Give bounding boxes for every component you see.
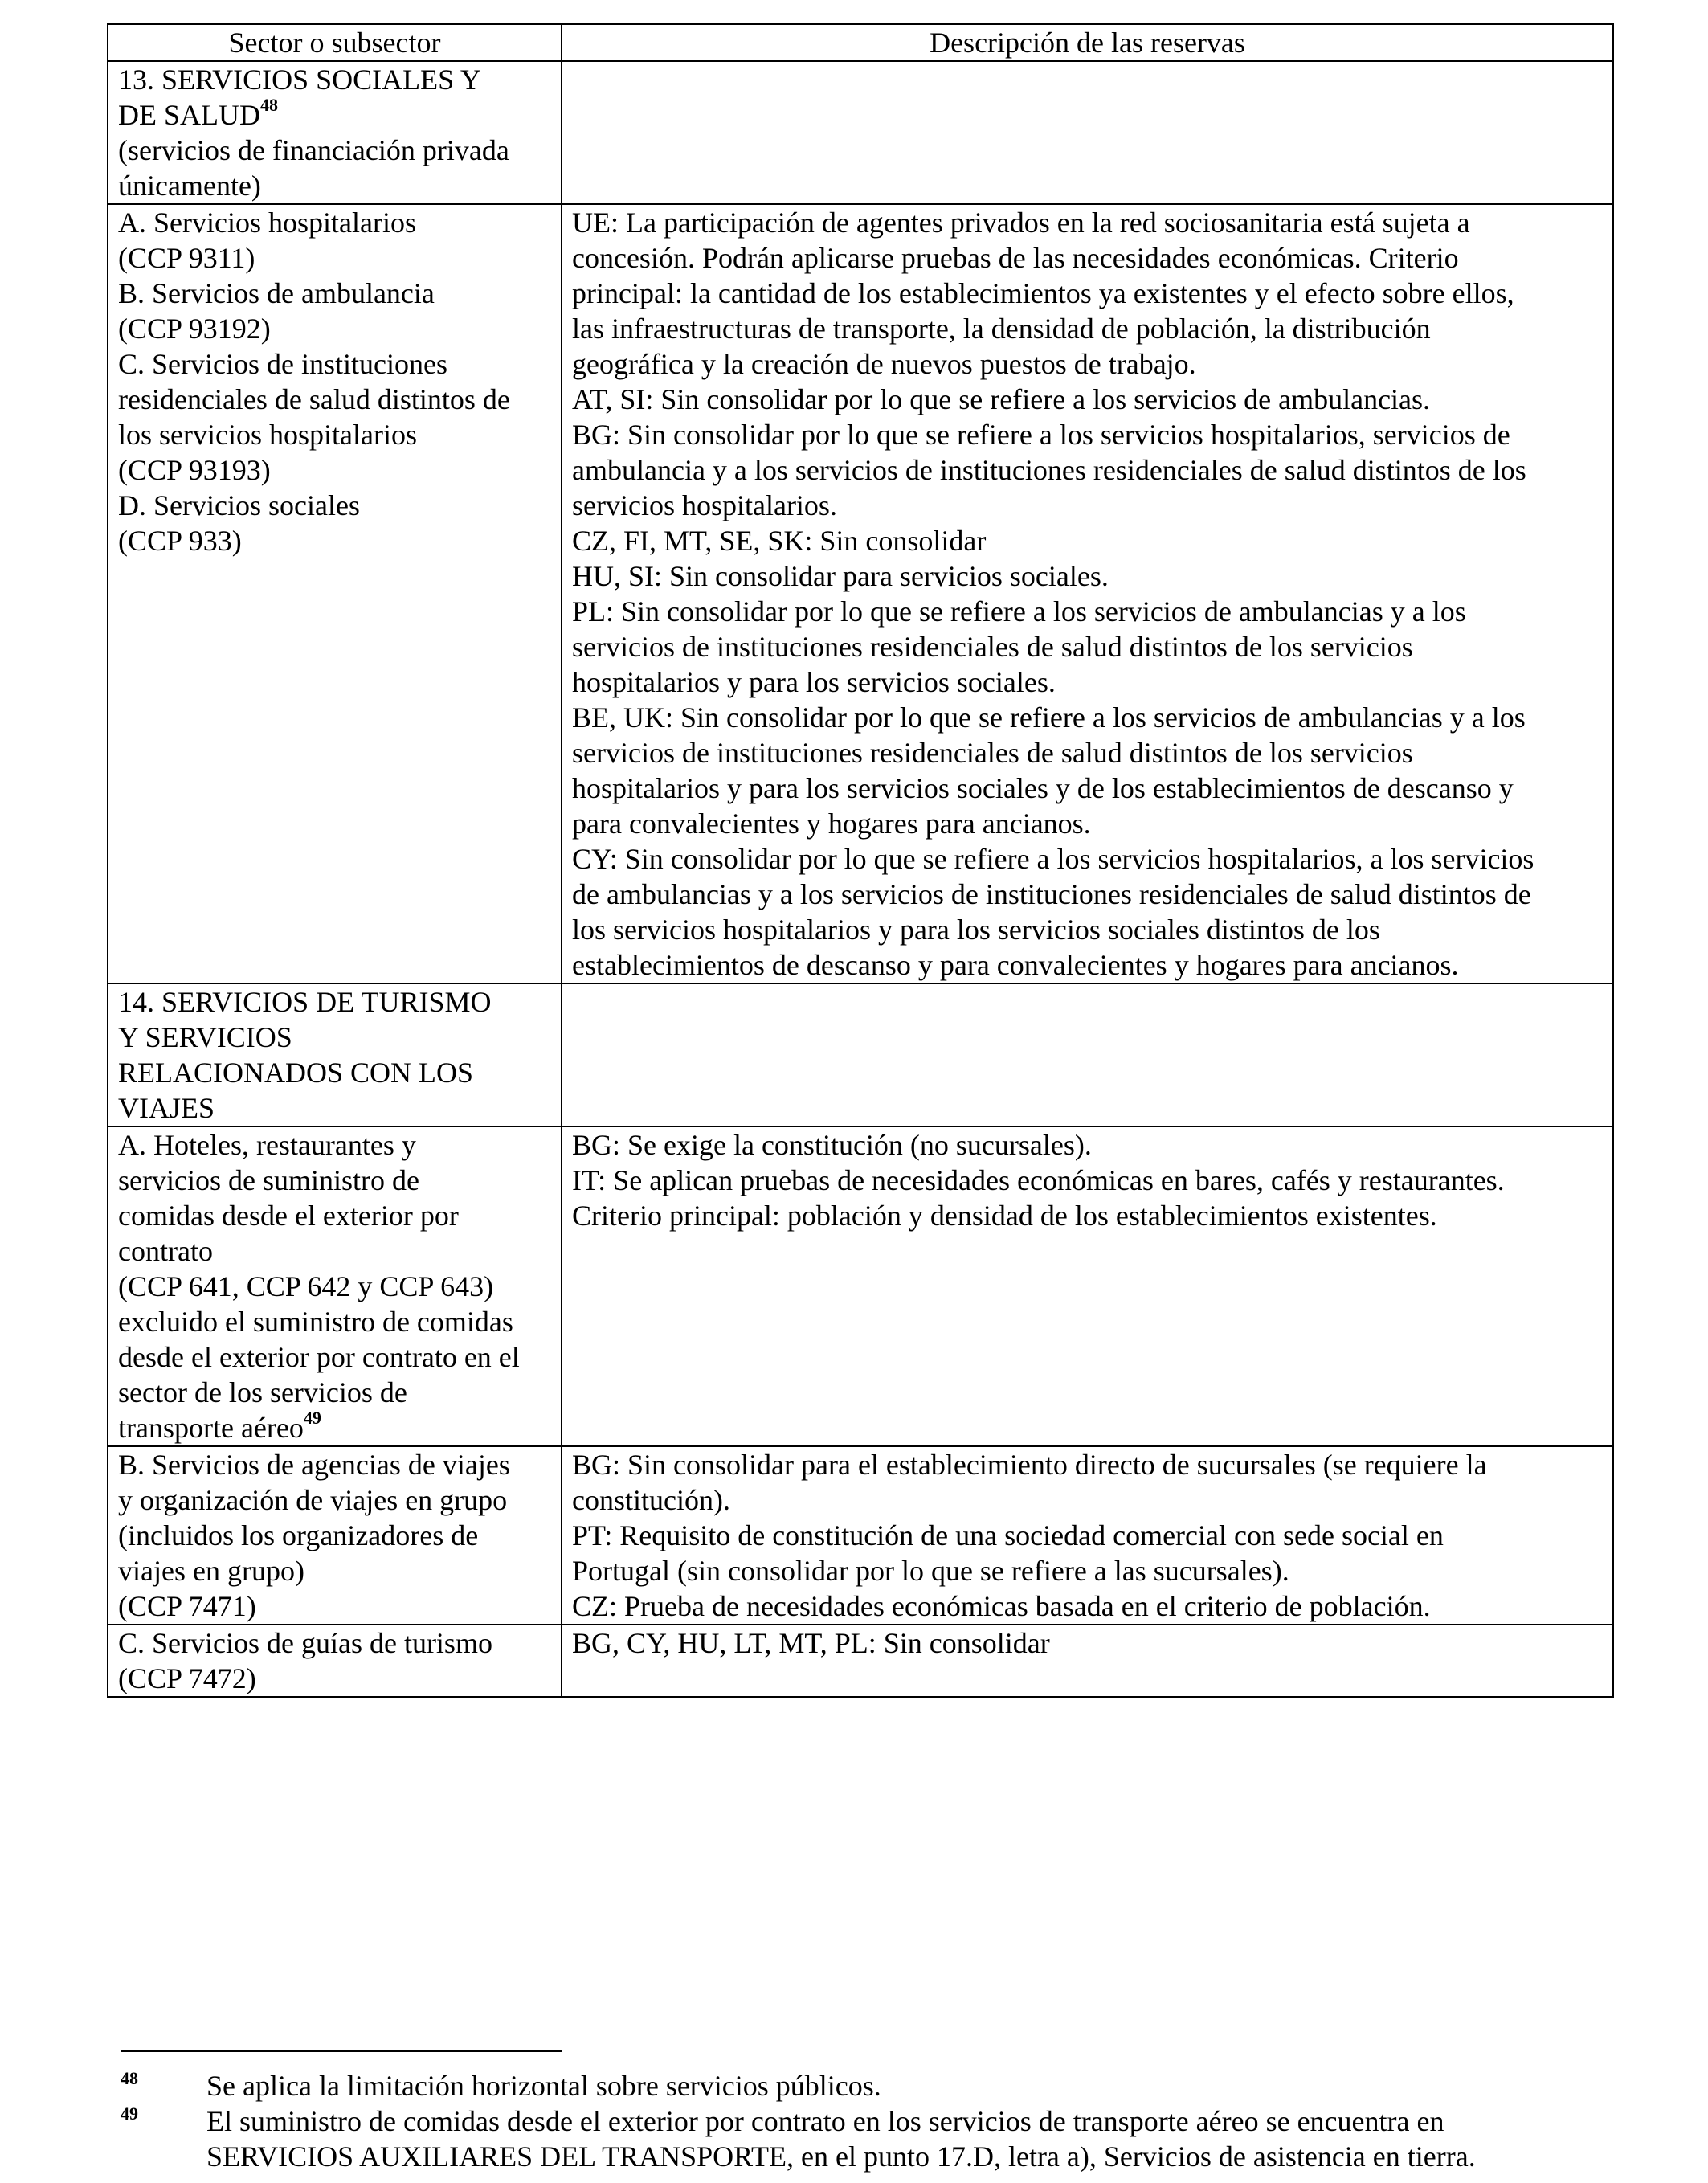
description-line: ambulancia y a los servicios de instituciones residenciales de salud distintos de los (572, 454, 1526, 486)
sector-line (118, 1410, 551, 1445)
sector-line: C. Servicios de guías de turismo (118, 1627, 492, 1659)
sector-line (118, 97, 551, 133)
description-cell (562, 1446, 1613, 1625)
description-line: BE, UK: Sin consolidar por lo que se refiere a los servicios de ambulancias y a los (572, 701, 1526, 734)
sector-line: 14. SERVICIOS DE TURISMO (118, 986, 492, 1018)
description-line: servicios de instituciones residenciales de salud distintos de los servicios (572, 737, 1413, 769)
table-row (108, 61, 1613, 204)
sector-line: 13. SERVICIOS SOCIALES Y (118, 63, 481, 96)
sector-line: (CCP 93193) (118, 454, 271, 486)
reservations-table (107, 23, 1614, 1698)
sector-line: A. Hoteles, restaurantes y (118, 1129, 416, 1161)
footnote-text: Se aplica la limitación horizontal sobre servicios públicos. (206, 2070, 881, 2102)
description-line: los servicios hospitalarios y para los servicios sociales distintos de los (572, 914, 1380, 946)
header-sector: Sector o subsector (108, 24, 562, 61)
description-cell (562, 61, 1613, 204)
table-row (108, 1446, 1613, 1625)
description-line: para convalecientes y hogares para ancianos. (572, 807, 1091, 840)
footnote-number: 49 (121, 2103, 138, 2124)
sector-line: B. Servicios de agencias de viajes (118, 1449, 510, 1481)
description-cell (562, 204, 1613, 983)
table-row (108, 1625, 1613, 1697)
sector-line: viajes en grupo) (118, 1555, 304, 1587)
sector-line: los servicios hospitalarios (118, 419, 417, 451)
sector-cell (108, 1126, 562, 1446)
sector-line: (servicios de financiación privada (118, 134, 509, 166)
footnote-number: 48 (121, 2068, 138, 2088)
description-line: servicios de instituciones residenciales de salud distintos de los servicios (572, 631, 1413, 663)
description-line: hospitalarios y para los servicios sociales. (572, 666, 1056, 698)
description-line: UE: La participación de agentes privados en la red sociosanitaria está sujeta a (572, 206, 1470, 239)
sector-line: Y SERVICIOS (118, 1021, 292, 1053)
description-line: BG: Sin consolidar por lo que se refiere a los servicios hospitalarios, servicios de (572, 419, 1510, 451)
description-line: BG: Sin consolidar para el establecimiento directo de sucursales (se requiere la (572, 1449, 1487, 1481)
sector-cell (108, 983, 562, 1126)
description-line: geográfica y la creación de nuevos puestos de trabajo. (572, 348, 1196, 380)
sector-line: (CCP 7471) (118, 1590, 256, 1622)
sector-line: residenciales de salud distintos de (118, 383, 510, 415)
description-line: principal: la cantidad de los establecimientos ya existentes y el efecto sobre ellos, (572, 277, 1514, 309)
description-line: las infraestructuras de transporte, la densidad de población, la distribución (572, 313, 1431, 345)
sector-line: (incluidos los organizadores de (118, 1519, 479, 1551)
sector-line: D. Servicios sociales (118, 489, 360, 521)
sector-line: RELACIONADOS CON LOS (118, 1057, 474, 1089)
table-row (108, 204, 1613, 983)
footnote (121, 2068, 1615, 2103)
description-line: PL: Sin consolidar por lo que se refiere a los servicios de ambulancias y a los (572, 595, 1466, 628)
footnote-separator (121, 2050, 562, 2052)
sector-line: servicios de suministro de (118, 1164, 419, 1196)
sector-line: contrato (118, 1235, 213, 1267)
sector-line: (CCP 7472) (118, 1662, 256, 1694)
table-row (108, 983, 1613, 1126)
sector-line: desde el exterior por contrato en el (118, 1341, 520, 1373)
sector-line: (CCP 93192) (118, 313, 271, 345)
sector-line: (CCP 641, CCP 642 y CCP 643) (118, 1270, 494, 1302)
description-line: IT: Se aplican pruebas de necesidades económicas en bares, cafés y restaurantes. (572, 1164, 1505, 1196)
description-line: Criterio principal: población y densidad de los establecimientos existentes. (572, 1200, 1437, 1232)
footnote-text: El suministro de comidas desde el exterior por contrato en los servicios de transporte aéreo se encuentra en (206, 2105, 1444, 2137)
description-line: CY: Sin consolidar por lo que se refiere a los servicios hospitalarios, a los servicios (572, 843, 1534, 875)
description-line: BG, CY, HU, LT, MT, PL: Sin consolidar (572, 1627, 1050, 1659)
sector-line: y organización de viajes en grupo (118, 1484, 508, 1516)
header-description: Descripción de las reservas (562, 24, 1613, 61)
description-line: servicios hospitalarios. (572, 489, 837, 521)
sector-line: únicamente) (118, 170, 261, 202)
footnotes (121, 2068, 1615, 2174)
footnote-ref: 48 (260, 95, 278, 115)
sector-line: A. Servicios hospitalarios (118, 206, 416, 239)
sector-line: excluido el suministro de comidas (118, 1306, 513, 1338)
description-line: de ambulancias y a los servicios de instituciones residenciales de salud distintos de (572, 878, 1531, 910)
footnote (121, 2103, 1615, 2174)
sector-line: VIAJES (118, 1092, 215, 1124)
sector-line: B. Servicios de ambulancia (118, 277, 435, 309)
description-line: HU, SI: Sin consolidar para servicios sociales. (572, 560, 1109, 592)
sector-cell (108, 1625, 562, 1697)
sector-cell (108, 61, 562, 204)
description-line: CZ, FI, MT, SE, SK: Sin consolidar (572, 525, 987, 557)
description-cell (562, 1126, 1613, 1446)
description-line: PT: Requisito de constitución de una sociedad comercial con sede social en (572, 1519, 1444, 1551)
sector-line: (CCP 9311) (118, 242, 255, 274)
sector-line: sector de los servicios de (118, 1376, 407, 1408)
description-line: concesión. Podrán aplicarse pruebas de las necesidades económicas. Criterio (572, 242, 1459, 274)
table-header-row (108, 24, 1613, 61)
sector-line-text: transporte aéreo (118, 1412, 304, 1444)
description-line: AT, SI: Sin consolidar por lo que se refiere a los servicios de ambulancias. (572, 383, 1431, 415)
description-line: CZ: Prueba de necesidades económicas basada en el criterio de población. (572, 1590, 1431, 1622)
description-line: Portugal (sin consolidar por lo que se refiere a las sucursales). (572, 1555, 1289, 1587)
table-row (108, 1126, 1613, 1446)
sector-line-text: DE SALUD (118, 99, 260, 131)
sector-line: (CCP 933) (118, 525, 242, 557)
description-cell (562, 983, 1613, 1126)
description-line: BG: Se exige la constitución (no sucursales). (572, 1129, 1092, 1161)
footnote-ref: 49 (303, 1408, 321, 1428)
sector-cell (108, 1446, 562, 1625)
description-line: constitución). (572, 1484, 730, 1516)
sector-cell (108, 204, 562, 983)
description-line: establecimientos de descanso y para convalecientes y hogares para ancianos. (572, 949, 1459, 981)
sector-line: C. Servicios de instituciones (118, 348, 447, 380)
sector-line: comidas desde el exterior por (118, 1200, 459, 1232)
description-line: hospitalarios y para los servicios sociales y de los establecimientos de descanso y (572, 772, 1514, 804)
description-cell (562, 1625, 1613, 1697)
footnote-text: SERVICIOS AUXILIARES DEL TRANSPORTE, en el punto 17.D, letra a), Servicios de asistencia en tierra. (206, 2140, 1476, 2173)
